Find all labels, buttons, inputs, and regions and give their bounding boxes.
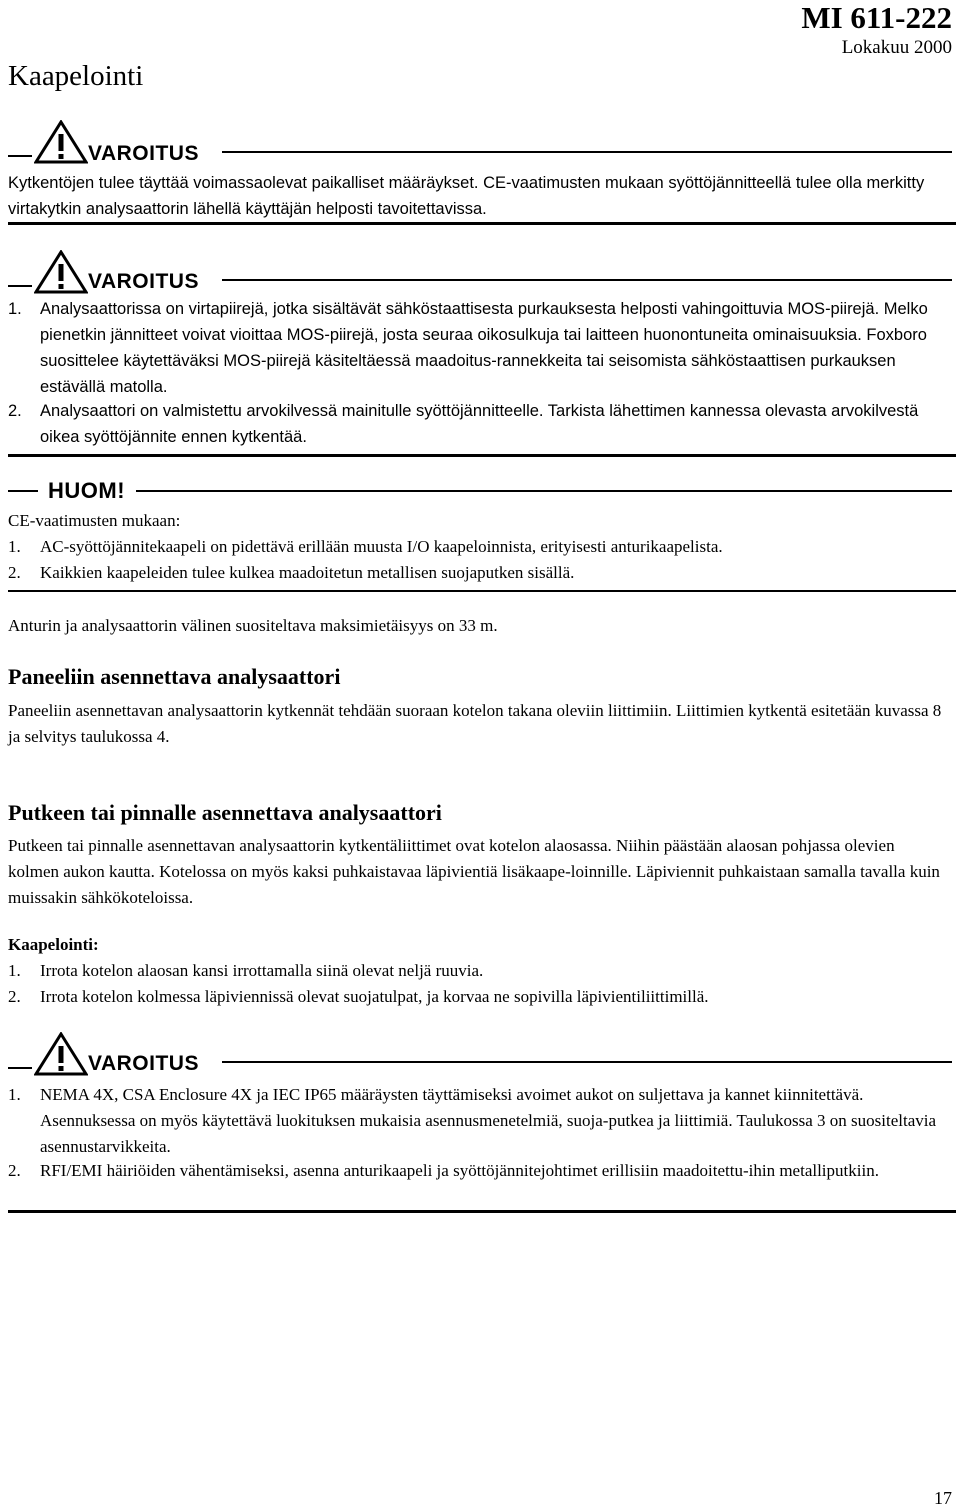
note-intro: CE-vaatimusten mukaan:: [8, 511, 181, 530]
warning-triangle-icon: [34, 250, 88, 294]
section-divider: [8, 1210, 956, 1213]
warning-header: [8, 1032, 952, 1082]
list-item: 1. Irrota kotelon alaosan kansi irrottamalla siinä olevat neljä ruuvia.: [8, 961, 484, 980]
list-item: 2. Kaikkien kaapeleiden tulee kulkea maadoitetun metallisen suojaputken sisällä.: [8, 563, 575, 582]
list-item: 1. NEMA 4X, CSA Enclosure 4X ja IEC IP65 määräysten täyttämiseksi avoimet aukot on suljettava ja kannet kiinnitettävä. Asennuksessa on myös käytettävä luokituksen mukaisia asennusmenetelmiä, suoja-putkea ja liittimiä. Taulukossa 3 on suositeltavia asennustarvikkeita.: [8, 1085, 937, 1156]
list-item: 1. AC-syöttöjännitekaapeli on pidettävä erillään muusta I/O kaapeloinnista, erityisesti anturikaapelista.: [8, 537, 723, 556]
page-title: Kaapelointi: [8, 60, 144, 92]
section-text: Paneeliin asennettavan analysaattorin kytkennät tehdään suoraan kotelon takana oleviin liittimiin. Liittimien kytkentä esitetään kuvassa 8 ja selvitys taulukossa 4.: [8, 701, 942, 746]
section-heading: Putkeen tai pinnalle asennettava analysaattori: [8, 800, 442, 825]
section-divider: [8, 222, 956, 225]
section-divider: [8, 454, 956, 457]
section-divider: [8, 590, 956, 592]
list-item: 2. RFI/EMI häiriöiden vähentämiseksi, asenna anturikaapeli ja syöttöjännitejohtimet erillisiin maadoitettu-ihin metalliputkiin.: [8, 1161, 879, 1180]
list-item: 2. Irrota kotelon kolmessa läpiviennissä olevat suojatulpat, ja korvaa ne sopivilla läpivientiliittimillä.: [8, 987, 709, 1006]
wiring-heading: Kaapelointi:: [8, 935, 99, 954]
warning-label: VAROITUS: [88, 1052, 199, 1075]
section-text: Putkeen tai pinnalle asennettavan analysaattorin kytkentäliittimet ovat kotelon alaosassa. Niihin päästään alaosan pohjassa olevien kolmen aukon kautta. Kotelossa on myös kaksi puhkaistavaa läpivientiä lisäkaape-loinnille. Läpiviennit puhkaistaan samalla tavalla kuin muissakin sähkökoteloissa.: [8, 836, 940, 907]
warning-label: VAROITUS: [88, 270, 199, 293]
note-label: HUOM!: [48, 478, 126, 503]
document-number: MI 611-222: [801, 0, 952, 35]
warning-text: Kytkentöjen tulee täyttää voimassaolevat paikalliset määräykset. CE-vaatimusten mukaan syöttöjännitteellä tulee olla merkitty virtakytkin analysaattorin lähellä käyttäjän helposti tavoitettavissa.: [8, 174, 925, 218]
warning-header: [8, 120, 952, 170]
warning-triangle-icon: [34, 120, 88, 164]
warning-header: [8, 250, 952, 300]
section-heading: Paneeliin asennettava analysaattori: [8, 664, 341, 689]
list-item: 1. Analysaattorissa on virtapiirejä, jotka sisältävät sähköstaattisesta purkauksesta helposti vahingoittuvia MOS-piirejä. Melko pienetkin jännitteet voivat vioittaa MOS-piirejä, josta seuraa oikosulkuja tai laitteen huonontuneita ominaisuuksia. Foxboro suosittelee käytettäväksi MOS-piirejä käsiteltäessä maadoitus-rannekkeita tai seisomista sähköstaattisen purkauksen estävällä matolla.: [8, 300, 928, 396]
page-number: 17: [934, 1488, 952, 1508]
document-date: Lokakuu 2000: [841, 37, 952, 58]
warning-label: VAROITUS: [88, 142, 199, 165]
warning-triangle-icon: [34, 1032, 88, 1076]
list-item: 2. Analysaattori on valmistettu arvokilvessä mainitulle syöttöjännitteelle. Tarkista lähettimen kannessa olevasta arvokilvestä oikea syöttöjännite ennen kytkentää.: [8, 402, 919, 446]
distance-text: Anturin ja analysaattorin välinen suositeltava maksimietäisyys on 33 m.: [8, 616, 498, 635]
